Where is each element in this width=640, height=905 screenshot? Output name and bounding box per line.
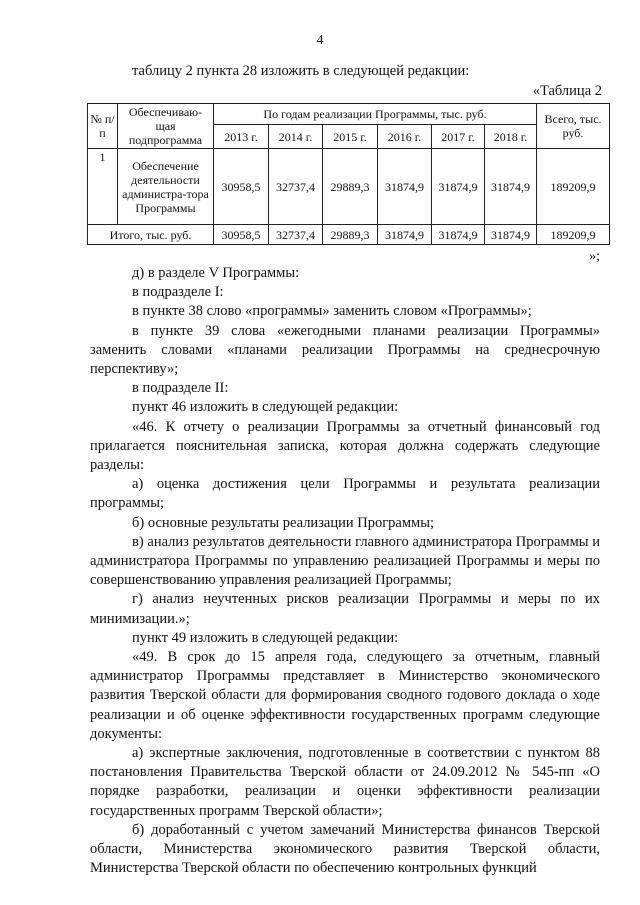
paragraph: в) анализ результатов деятельности главного администратора Программы и администратора Программы по управлению реализацией Программы и меры по совершенствованию управления реализацией Программы; [90, 533, 600, 589]
value-cell: 29889,3 [323, 225, 378, 245]
paragraph: г) анализ неучтенных рисков реализации Программы и меры по их минимизации.»; [90, 591, 600, 627]
value-cell: 29889,3 [323, 149, 378, 225]
paragraph: б) основные результаты реализации Программы; [132, 514, 434, 531]
header-subprogram: Обеспечиваю-щая подпрограмма [118, 104, 214, 149]
paragraph: д) в разделе V Программы: [132, 265, 300, 281]
page-number: 4 [316, 33, 324, 48]
paragraph: «46. К отчету о реализации Программы за отчетный финансовый год прилагается пояснительная записка, которая должна содержать следующие разделы: [90, 418, 600, 474]
intro-line: таблицу 2 пункта 28 изложить в следующей редакции: [132, 63, 470, 79]
value-cell: 30958,5 [214, 225, 269, 245]
value-cell: 32737,4 [269, 149, 323, 225]
table-close-mark: »; [589, 249, 600, 264]
row-num: 1 [88, 149, 118, 225]
paragraph: в пункте 38 слово «программы» заменить словом «Программы»; [132, 303, 532, 320]
paragraph: пункт 49 изложить в следующей редакции: [132, 629, 399, 646]
value-cell: 32737,4 [269, 225, 323, 245]
total-cell: 189209,9 [537, 225, 610, 245]
paragraph: в пункте 39 слова «ежегодными планами реализации Программы» заменить словами «планами реализации Программы на среднесрочную перспективу»; [90, 322, 600, 378]
year-cell: 2018 г. [485, 125, 537, 149]
paragraph: а) оценка достижения цели Программы и результата реализации программы; [90, 476, 600, 512]
program-table [87, 103, 610, 245]
paragraph: в подразделе I: [132, 284, 224, 301]
body-text [90, 264, 600, 879]
value-cell: 31874,9 [432, 225, 485, 245]
year-cell: 2014 г. [269, 125, 323, 149]
year-cell: 2013 г. [214, 125, 269, 149]
value-cell: 31874,9 [485, 149, 537, 225]
table-row [88, 149, 610, 225]
footer-label: Итого, тыс. руб. [88, 225, 214, 245]
year-cell: 2017 г. [432, 125, 485, 149]
year-cell: 2016 г. [378, 125, 432, 149]
value-cell: 31874,9 [432, 149, 485, 225]
paragraph: «49. В срок до 15 апреля года, следующего за отчетным, главный администратор Программы представляет в Министерство экономического развития Тверской области для формирования сводного годового доклада о ходе реализации и об оценке эффективности государственных программ следующие документы: [90, 649, 600, 742]
total-cell: 189209,9 [537, 149, 610, 225]
value-cell: 31874,9 [378, 225, 432, 245]
value-cell: 31874,9 [485, 225, 537, 245]
header-num: № п/п [88, 104, 118, 149]
paragraph: в подразделе II: [132, 380, 229, 397]
header-total: Всего, тыс. руб. [537, 104, 610, 149]
year-cell: 2015 г. [323, 125, 378, 149]
header-years: По годам реализации Программы, тыс. руб. [214, 104, 537, 125]
value-cell: 31874,9 [378, 149, 432, 225]
table-caption: «Таблица 2 [532, 83, 602, 99]
paragraph: а) экспертные заключения, подготовленные в соответствии с пунктом 88 постановления Правительства Тверской области от 24.09.2012 № 545-пп «О порядке разработки, реализации и оценки эффективности реализации государственных программ Тверской области»; [90, 745, 600, 819]
row-name: Обеспечение деятельности администра-тора Программы [118, 149, 214, 225]
paragraph: пункт 46 изложить в следующей редакции: [132, 399, 399, 416]
paragraph: б) доработанный с учетом замечаний Министерства финансов Тверской области, Министерства экономического развития Тверской области, Министерства Тверской области по обеспечению контрольных функций [90, 821, 600, 877]
value-cell: 30958,5 [214, 149, 269, 225]
table-footer-row [88, 225, 610, 245]
